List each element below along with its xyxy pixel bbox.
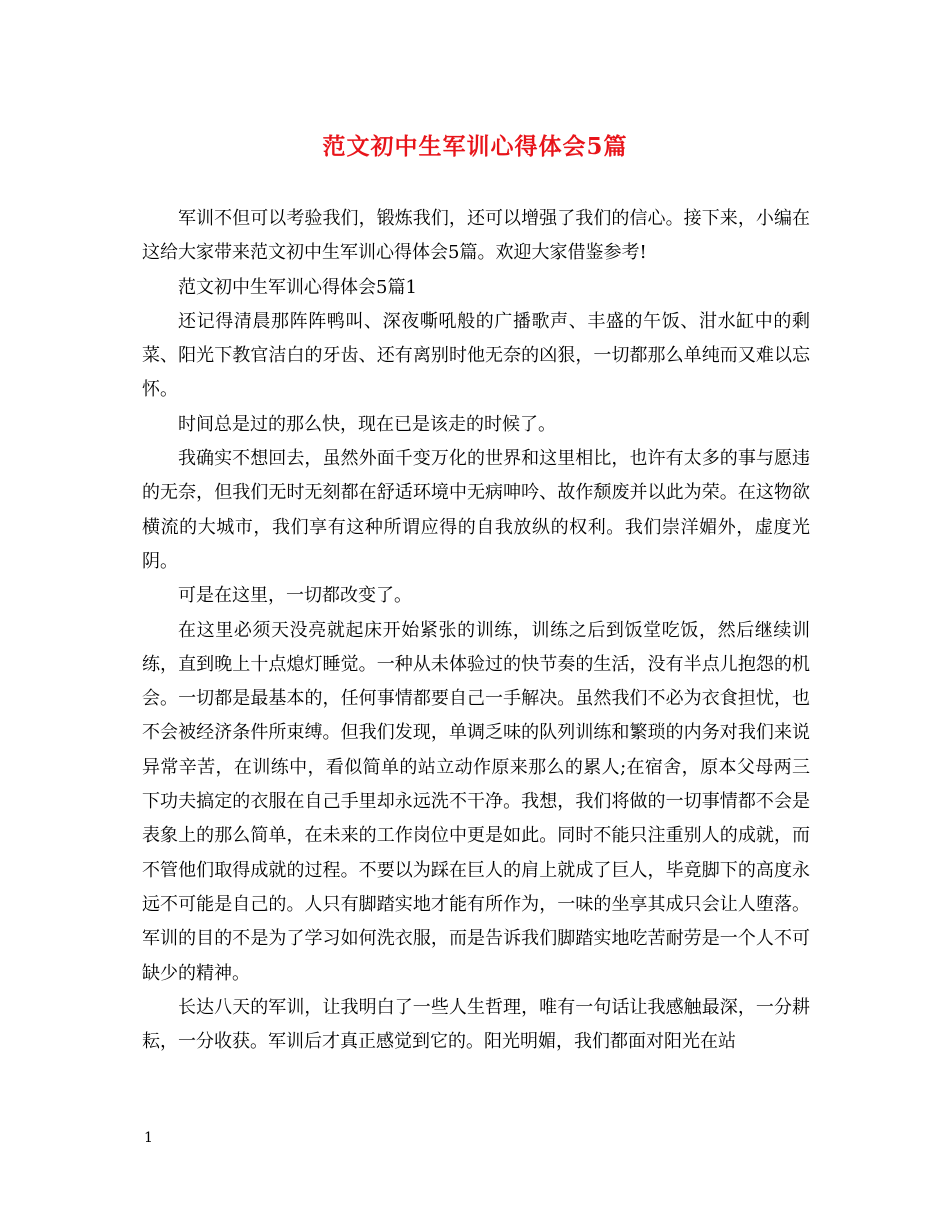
- body-paragraph: 我确实不想回去，虽然外面千变万化的世界和这里相比，也许有太多的事与愿违的无奈，但我们无时无刻都在舒适环境中无病呻吟、故作颓废并以此为荣。在这物欲横流的大城市，我们享有这种所谓应得的自我放纵的权利。我们崇洋媚外，虚度光阴。: [142, 448, 810, 572]
- body-paragraph: 时间总是过的那么快，现在已是该走的时候了。: [178, 413, 556, 435]
- body-paragraph: 长达八天的军训，让我明白了一些人生哲理，唯有一句话让我感触最深，一分耕耘，一分收获。军训后才真正感觉到它的。阳光明媚，我们都面对阳光在站: [142, 996, 810, 1053]
- page-number: 1: [144, 1130, 153, 1146]
- intro-paragraph: 军训不但可以考验我们，锻炼我们，还可以增强了我们的信心。接下来，小编在这给大家带来范文初中生军训心得体会5篇。欢迎大家借鉴参考!: [142, 208, 810, 264]
- body-paragraph: 还记得清晨那阵阵鸭叫、深夜嘶吼般的广播歌声、丰盛的午饭、泔水缸中的剩菜、阳光下教官洁白的牙齿、还有离别时他无奈的凶狠，一切都那么单纯而又难以忘怀。: [142, 310, 810, 401]
- body-paragraph: 在这里必须天没亮就起床开始紧张的训练，训练之后到饭堂吃饭，然后继续训练，直到晚上十点熄灯睡觉。一种从未体验过的快节奏的生活，没有半点儿抱怨的机会。一切都是最基本的，任何事情都要自己一手解决。虽然我们不必为衣食担忧，也不会被经济条件所束缚。但我们发现，单调乏味的队列训练和繁琐的内务对我们来说异常辛苦，在训练中，看似简单的站立动作原来那么的累人;在宿舍，原本父母两三下功夫搞定的衣服在自己手里却永远洗不干净。我想，我们将做的一切事情都不会是表象上的那么简单，在未来的工作岗位中更是如此。同时不能只注重别人的成就，而不管他们取得成就的过程。不要以为踩在巨人的肩上就成了巨人，毕竟脚下的高度永远不可能是自己的。人只有脚踏实地才能有所作为，一味的坐享其成只会让人堕落。军训的目的不是为了学习如何洗衣服，而是告诉我们脚踏实地吃苦耐劳是一个人不可缺少的精神。: [142, 619, 810, 984]
- body-paragraph: 可是在这里，一切都改变了。: [178, 585, 412, 607]
- document-title: 范文初中生军训心得体会5篇: [322, 133, 628, 160]
- section-heading: 范文初中生军训心得体会5篇1: [178, 276, 417, 298]
- document-body: [142, 202, 810, 1059]
